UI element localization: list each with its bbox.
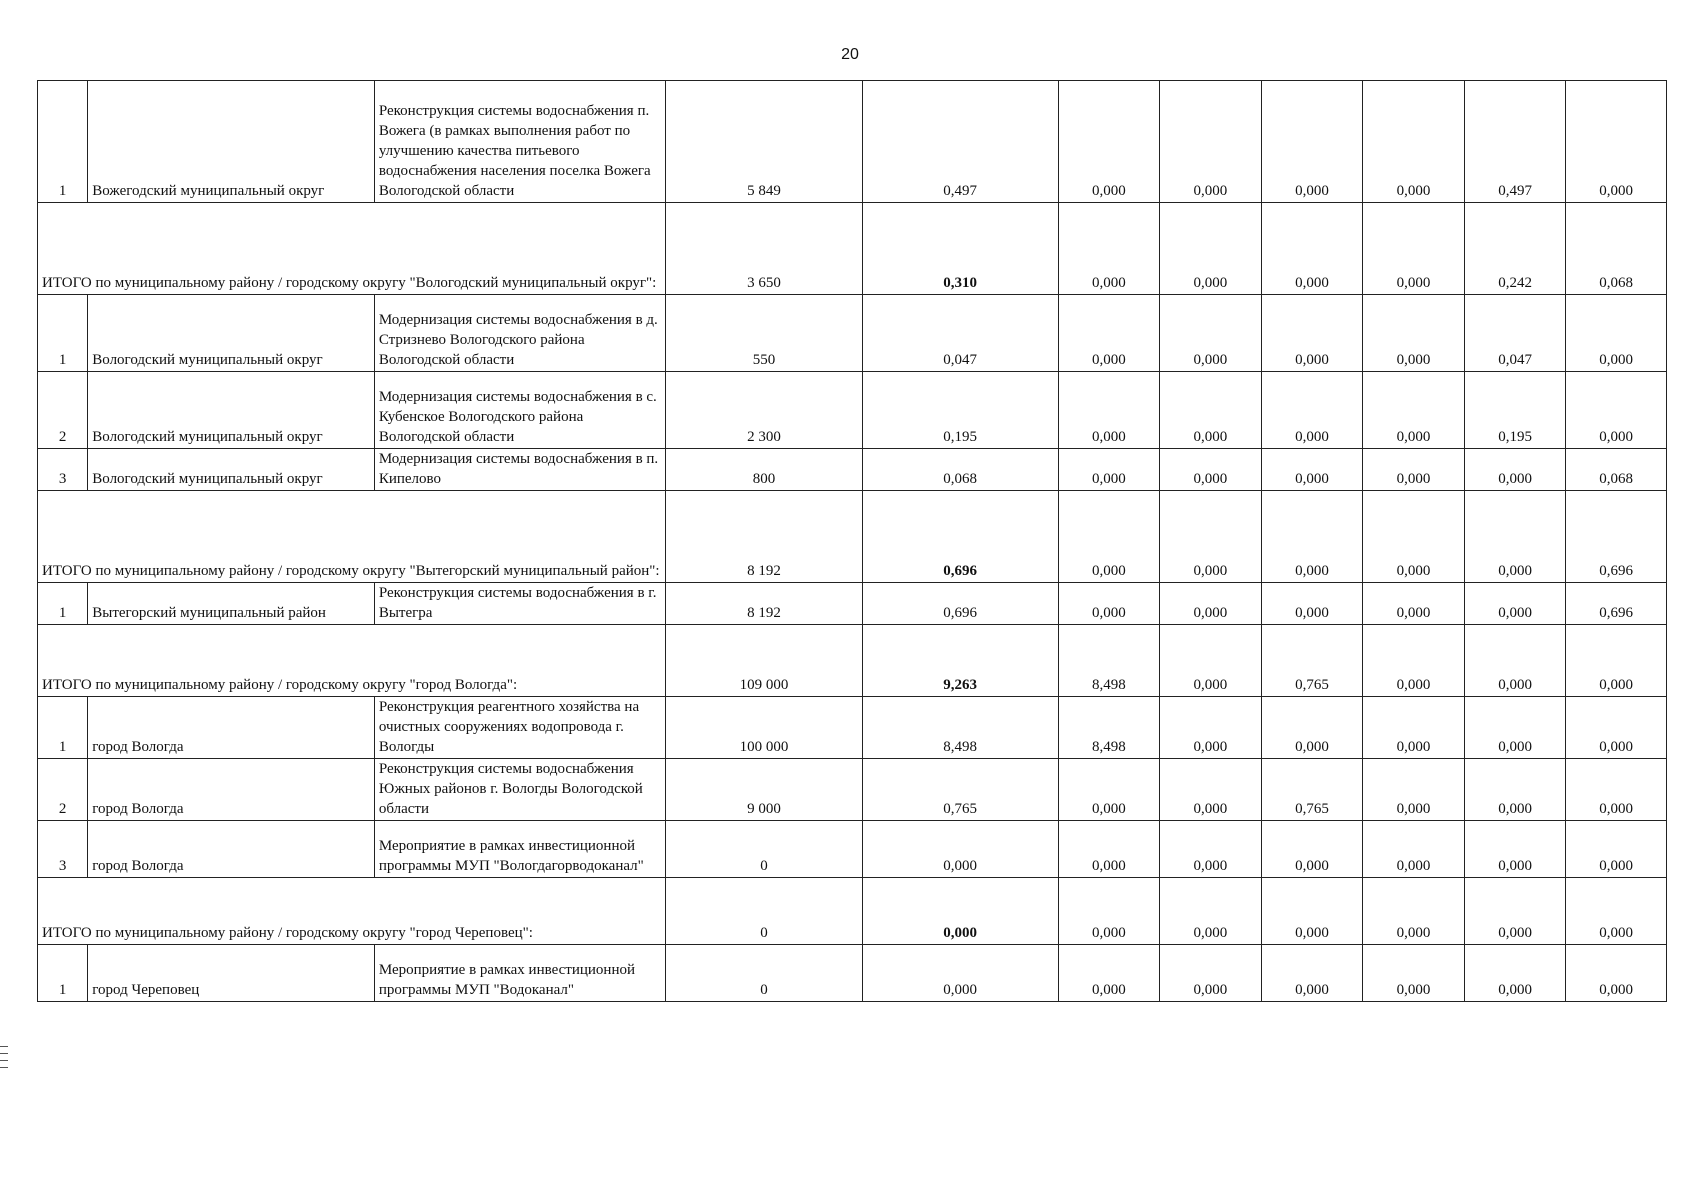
value-cell: 0,000 xyxy=(1363,372,1465,449)
project-cell: Реконструкция системы водоснабжения п. Вожега (в рамках выполнения работ по улучшению качества питьевого водоснабжения населения поселка Вожега Вологодской области xyxy=(374,81,666,203)
row-number: 1 xyxy=(38,583,88,625)
value-cell: 0,000 xyxy=(1363,697,1465,759)
project-cell: Реконструкция системы водоснабжения Южных районов г. Вологды Вологодской области xyxy=(374,759,666,821)
municipality-cell: город Череповец xyxy=(88,945,375,1002)
value-cell: 0,000 xyxy=(1261,697,1363,759)
value-cell: 0,000 xyxy=(1566,697,1667,759)
project-cell: Реконструкция реагентного хозяйства на очистных сооружениях водопровода г. Вологды xyxy=(374,697,666,759)
value-cell: 0,068 xyxy=(862,449,1058,491)
value-cell: 0,000 xyxy=(1566,878,1667,945)
value-cell: 0,000 xyxy=(1566,945,1667,1002)
value-cell: 0,000 xyxy=(1058,449,1160,491)
value-cell: 5 849 xyxy=(666,81,862,203)
value-cell: 0,000 xyxy=(1160,81,1262,203)
scan-edge-marks xyxy=(0,1040,8,1074)
row-number: 2 xyxy=(38,372,88,449)
value-cell: 0,000 xyxy=(1464,625,1566,697)
row-number: 3 xyxy=(38,449,88,491)
table-row xyxy=(38,759,1667,821)
value-cell: 0,000 xyxy=(1160,203,1262,295)
value-cell: 0,000 xyxy=(1464,759,1566,821)
municipality-cell: город Вологда xyxy=(88,821,375,878)
itogo-label: ИТОГО по муниципальному району / городскому округу "Вытегорский муниципальный район": xyxy=(38,491,666,583)
row-number: 1 xyxy=(38,295,88,372)
value-cell: 8,498 xyxy=(1058,697,1160,759)
value-cell: 0,000 xyxy=(1058,372,1160,449)
project-cell: Мероприятие в рамках инвестиционной программы МУП "Водоканал" xyxy=(374,945,666,1002)
value-cell: 0,195 xyxy=(862,372,1058,449)
value-cell: 0,000 xyxy=(862,945,1058,1002)
table-row xyxy=(38,81,1667,203)
project-cell: Модернизация системы водоснабжения в с. Кубенское Вологодского района Вологодской области xyxy=(374,372,666,449)
value-cell: 0,047 xyxy=(1464,295,1566,372)
value-cell: 0,000 xyxy=(1160,295,1262,372)
itogo-label: ИТОГО по муниципальному району / городскому округу "Вологодский муниципальный округ": xyxy=(38,203,666,295)
value-cell: 0,000 xyxy=(1058,821,1160,878)
row-number: 1 xyxy=(38,697,88,759)
value-cell: 0,000 xyxy=(1566,372,1667,449)
itogo-row xyxy=(38,203,1667,295)
value-cell: 0,000 xyxy=(1160,625,1262,697)
value-cell: 0,068 xyxy=(1566,449,1667,491)
value-cell: 0,000 xyxy=(1261,491,1363,583)
row-number: 1 xyxy=(38,945,88,1002)
table-row xyxy=(38,821,1667,878)
value-cell: 0,696 xyxy=(862,491,1058,583)
value-cell: 0,000 xyxy=(1363,81,1465,203)
value-cell: 0,000 xyxy=(1058,203,1160,295)
value-cell: 0,000 xyxy=(1363,295,1465,372)
value-cell: 9,263 xyxy=(862,625,1058,697)
table-row xyxy=(38,945,1667,1002)
value-cell: 0,497 xyxy=(1464,81,1566,203)
value-cell: 0 xyxy=(666,945,862,1002)
value-cell: 0 xyxy=(666,821,862,878)
value-cell: 0,000 xyxy=(1363,203,1465,295)
value-cell: 0,000 xyxy=(1363,821,1465,878)
value-cell: 0,000 xyxy=(1058,945,1160,1002)
value-cell: 0,000 xyxy=(1464,449,1566,491)
funding-table xyxy=(37,80,1667,1002)
value-cell: 0,242 xyxy=(1464,203,1566,295)
value-cell: 0,000 xyxy=(1566,295,1667,372)
value-cell: 0,000 xyxy=(1363,449,1465,491)
value-cell: 0,000 xyxy=(1261,449,1363,491)
value-cell: 0,000 xyxy=(1261,372,1363,449)
value-cell: 0,000 xyxy=(1160,878,1262,945)
project-cell: Модернизация системы водоснабжения в д. Стризнево Вологодского района Вологодской области xyxy=(374,295,666,372)
value-cell: 0,000 xyxy=(1566,759,1667,821)
value-cell: 0,765 xyxy=(1261,625,1363,697)
value-cell: 800 xyxy=(666,449,862,491)
value-cell: 0,000 xyxy=(1363,625,1465,697)
value-cell: 0,000 xyxy=(1058,491,1160,583)
row-number: 3 xyxy=(38,821,88,878)
value-cell: 0,696 xyxy=(1566,491,1667,583)
value-cell: 0,000 xyxy=(862,878,1058,945)
itogo-row xyxy=(38,878,1667,945)
value-cell: 0,000 xyxy=(1261,295,1363,372)
table-row xyxy=(38,372,1667,449)
value-cell: 0,000 xyxy=(1058,583,1160,625)
value-cell: 0,000 xyxy=(1160,759,1262,821)
value-cell: 0,497 xyxy=(862,81,1058,203)
value-cell: 0,000 xyxy=(1464,583,1566,625)
value-cell: 0,000 xyxy=(1363,945,1465,1002)
municipality-cell: Вожегодский муниципальный округ xyxy=(88,81,375,203)
project-cell: Реконструкция системы водоснабжения в г. Вытегра xyxy=(374,583,666,625)
value-cell: 0,000 xyxy=(1261,878,1363,945)
table-row xyxy=(38,697,1667,759)
value-cell: 0,000 xyxy=(1566,81,1667,203)
value-cell: 0,000 xyxy=(1160,945,1262,1002)
value-cell: 0,000 xyxy=(1464,697,1566,759)
value-cell: 0,000 xyxy=(1261,203,1363,295)
municipality-cell: Вологодский муниципальный округ xyxy=(88,372,375,449)
table-row xyxy=(38,295,1667,372)
value-cell: 0,000 xyxy=(1160,491,1262,583)
value-cell: 0,000 xyxy=(1160,697,1262,759)
value-cell: 0,000 xyxy=(1261,821,1363,878)
project-cell: Модернизация системы водоснабжения в п. Кипелово xyxy=(374,449,666,491)
value-cell: 0,696 xyxy=(862,583,1058,625)
page-number: 20 xyxy=(841,46,859,63)
value-cell: 0,000 xyxy=(1566,625,1667,697)
itogo-row xyxy=(38,491,1667,583)
value-cell: 0,000 xyxy=(1566,821,1667,878)
municipality-cell: Вологодский муниципальный округ xyxy=(88,295,375,372)
row-number: 1 xyxy=(38,81,88,203)
value-cell: 0,000 xyxy=(1363,759,1465,821)
value-cell: 0,000 xyxy=(1058,295,1160,372)
value-cell: 0,765 xyxy=(1261,759,1363,821)
table-row xyxy=(38,583,1667,625)
value-cell: 0,000 xyxy=(1261,81,1363,203)
value-cell: 0,000 xyxy=(1058,878,1160,945)
value-cell: 0,696 xyxy=(1566,583,1667,625)
value-cell: 9 000 xyxy=(666,759,862,821)
value-cell: 0,000 xyxy=(1261,583,1363,625)
value-cell: 0,000 xyxy=(1464,878,1566,945)
itogo-label: ИТОГО по муниципальному району / городскому округу "город Череповец": xyxy=(38,878,666,945)
municipality-cell: Вытегорский муниципальный район xyxy=(88,583,375,625)
value-cell: 0,000 xyxy=(1363,878,1465,945)
value-cell: 0,000 xyxy=(1160,372,1262,449)
value-cell: 0,000 xyxy=(1058,759,1160,821)
value-cell: 8 192 xyxy=(666,583,862,625)
value-cell: 0 xyxy=(666,878,862,945)
value-cell: 0,000 xyxy=(1464,491,1566,583)
value-cell: 0,000 xyxy=(1363,491,1465,583)
value-cell: 0,000 xyxy=(1160,583,1262,625)
value-cell: 3 650 xyxy=(666,203,862,295)
project-cell: Мероприятие в рамках инвестиционной программы МУП "Вологдагорводоканал" xyxy=(374,821,666,878)
value-cell: 100 000 xyxy=(666,697,862,759)
municipality-cell: город Вологда xyxy=(88,759,375,821)
value-cell: 0,000 xyxy=(1363,583,1465,625)
value-cell: 0,000 xyxy=(1464,945,1566,1002)
value-cell: 8,498 xyxy=(862,697,1058,759)
value-cell: 550 xyxy=(666,295,862,372)
value-cell: 8 192 xyxy=(666,491,862,583)
value-cell: 0,310 xyxy=(862,203,1058,295)
value-cell: 109 000 xyxy=(666,625,862,697)
municipality-cell: Вологодский муниципальный округ xyxy=(88,449,375,491)
itogo-row xyxy=(38,625,1667,697)
value-cell: 0,000 xyxy=(1160,821,1262,878)
row-number: 2 xyxy=(38,759,88,821)
value-cell: 8,498 xyxy=(1058,625,1160,697)
value-cell: 0,000 xyxy=(1261,945,1363,1002)
value-cell: 0,047 xyxy=(862,295,1058,372)
value-cell: 0,000 xyxy=(1058,81,1160,203)
value-cell: 0,068 xyxy=(1566,203,1667,295)
value-cell: 0,000 xyxy=(862,821,1058,878)
value-cell: 2 300 xyxy=(666,372,862,449)
table-row xyxy=(38,449,1667,491)
value-cell: 0,765 xyxy=(862,759,1058,821)
value-cell: 0,195 xyxy=(1464,372,1566,449)
itogo-label: ИТОГО по муниципальному району / городскому округу "город Вологда": xyxy=(38,625,666,697)
value-cell: 0,000 xyxy=(1464,821,1566,878)
value-cell: 0,000 xyxy=(1160,449,1262,491)
municipality-cell: город Вологда xyxy=(88,697,375,759)
